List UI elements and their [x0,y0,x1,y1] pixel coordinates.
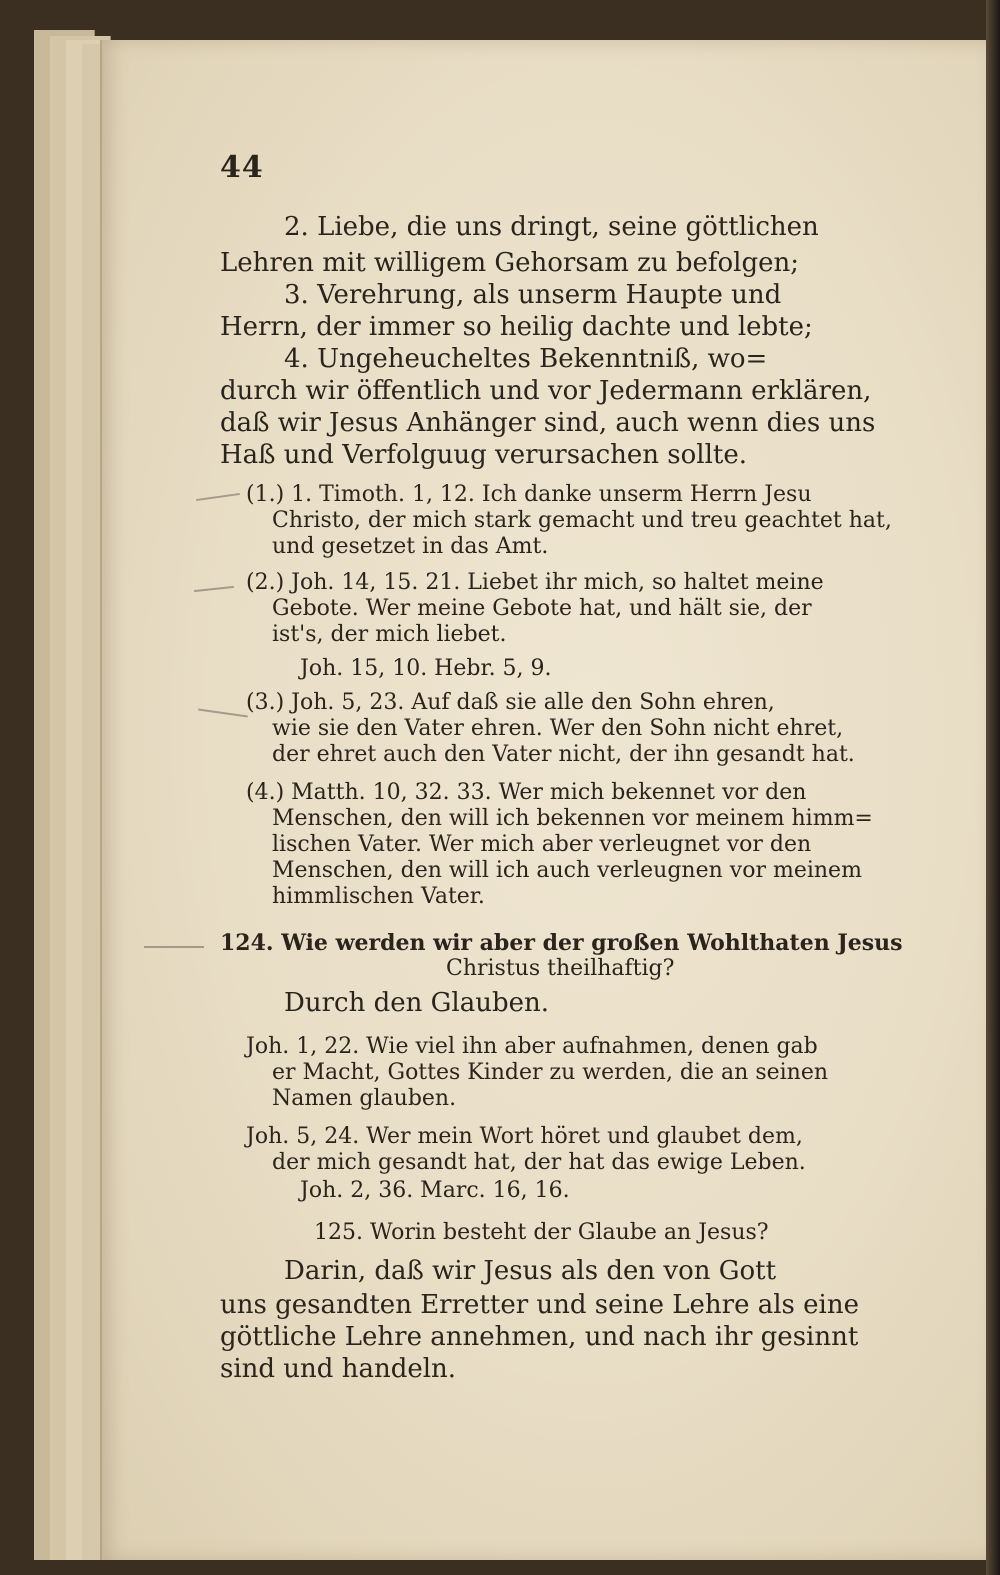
reference-line: Joh. 1, 22. Wie viel ihn aber aufnahmen, denen gab [246,1034,818,1059]
reference-line: Joh. 15, 10. Hebr. 5, 9. [300,656,552,681]
reference-line: Gebote. Wer meine Gebote hat, und hält sie, der [272,596,812,621]
reference-line: (3.) Joh. 5, 23. Auf daß sie alle den Sohn ehren, [246,690,775,715]
pencil-mark [144,946,204,948]
reference-line: (2.) Joh. 14, 15. 21. Liebet ihr mich, so haltet meine [246,570,824,595]
reference-line: der ehret auch den Vater nicht, der ihn gesandt hat. [272,742,855,767]
reference-line: lischen Vater. Wer mich aber verleugnet vor den [272,832,812,857]
reference-line: er Macht, Gottes Kinder zu werden, die an seinen [272,1060,829,1085]
reference-line: (1.) 1. Timoth. 1, 12. Ich danke unserm Herrn Jesu [246,482,812,507]
text-line: Herrn, der immer so heilig dachte und lebte; [220,312,813,342]
text-line: 2. Liebe, die uns dringt, seine göttlichen [284,212,819,242]
answer-124: Durch den Glauben. [284,988,550,1018]
text-line: 4. Ungeheucheltes Bekenntniß, wo= [284,344,768,374]
text-line: Lehren mit willigem Gehorsam zu befolgen; [220,248,799,278]
reference-line: Menschen, den will ich bekennen vor meinem himm= [272,806,873,831]
text-line: Haß und Verfolguug verursachen sollte. [220,440,747,470]
reference-line: Joh. 5, 24. Wer mein Wort höret und glaubet dem, [246,1124,803,1149]
page-number: 44 [220,150,264,185]
text-line: 3. Verehrung, als unserm Haupte und [284,280,782,310]
answer-125-line: göttliche Lehre annehmen, und nach ihr gesinnt [220,1322,859,1352]
reference-line: und gesetzet in das Amt. [272,534,549,559]
reference-line: (4.) Matth. 10, 32. 33. Wer mich bekennet vor den [246,780,807,805]
text-line: daß wir Jesus Anhänger sind, auch wenn dies uns [220,408,876,438]
reference-line: himmlischen Vater. [272,884,485,909]
reference-line: ist's, der mich liebet. [272,622,507,647]
answer-125-line: uns gesandten Erretter und seine Lehre als eine [220,1290,859,1320]
book-spine [986,0,1000,1575]
reference-line: Menschen, den will ich auch verleugnen vor meinem [272,858,862,883]
text-line: durch wir öffentlich und vor Jedermann erklären, [220,376,872,406]
question-125: 125. Worin besteht der Glaube an Jesus? [314,1220,769,1245]
reference-line: Christo, der mich stark gemacht und treu geachtet hat, [272,508,892,533]
reference-line: Joh. 2, 36. Marc. 16, 16. [300,1178,570,1203]
reference-line: wie sie den Vater ehren. Wer den Sohn nicht ehret, [272,716,844,741]
question-124: 124. Wie werden wir aber der großen Wohlthaten Jesus [220,930,903,956]
question-124-cont: Christus theilhaftig? [446,956,675,981]
reference-line: der mich gesandt hat, der hat das ewige Leben. [272,1150,806,1175]
answer-125-line: sind und handeln. [220,1354,457,1384]
answer-125-line: Darin, daß wir Jesus als den von Gott [284,1256,777,1286]
reference-line: Namen glauben. [272,1086,457,1111]
